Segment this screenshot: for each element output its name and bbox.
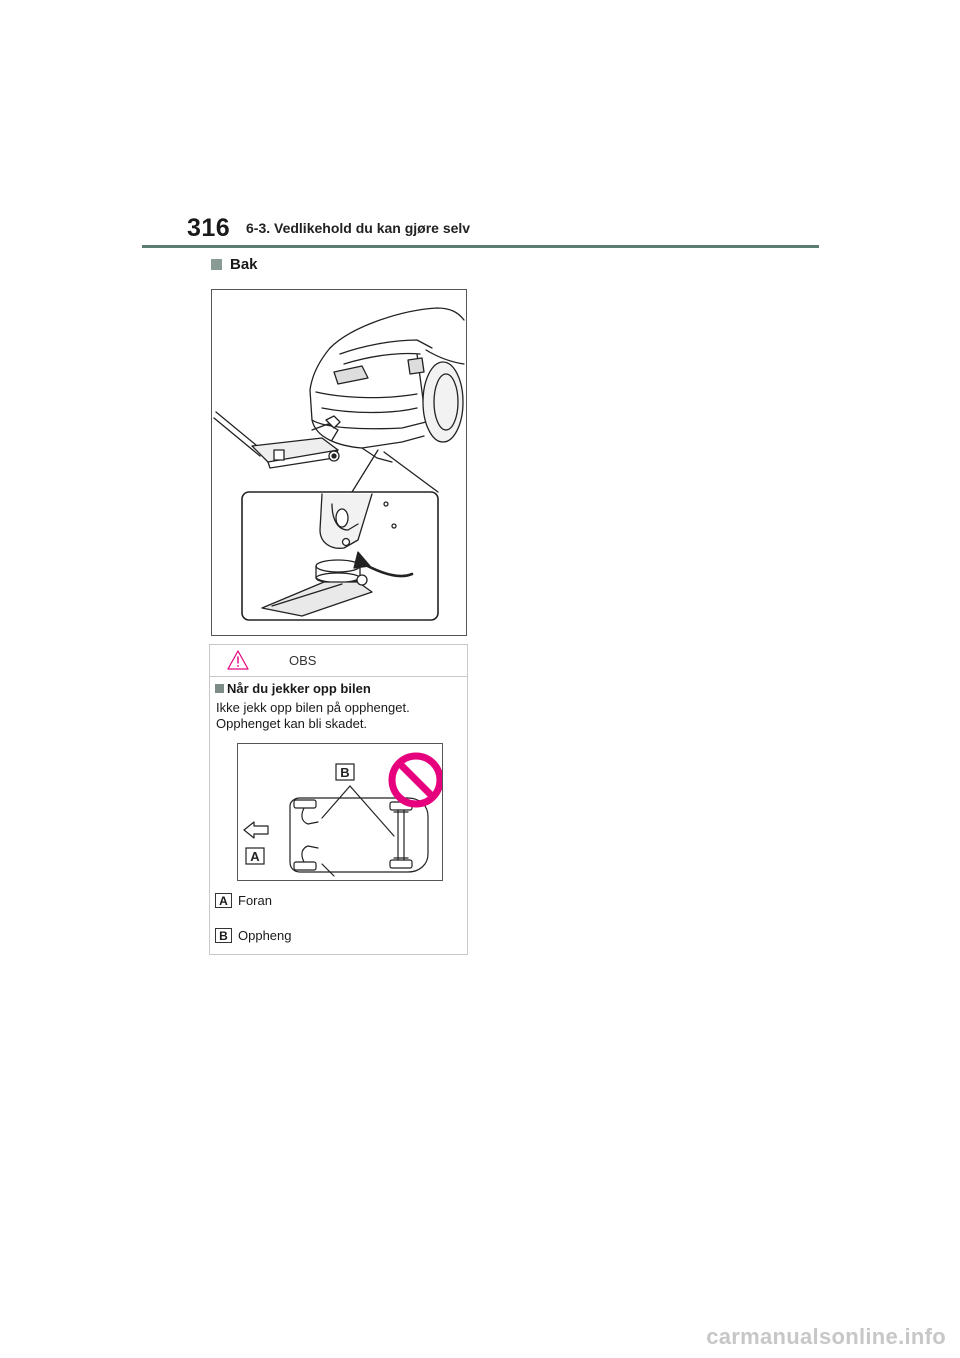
legend-item-b	[215, 928, 292, 943]
chapter-title: 6-3. Vedlikehold du kan gjøre selv	[246, 220, 471, 236]
caution-label: OBS	[289, 653, 317, 668]
rear-jack-illustration	[211, 289, 467, 636]
section-heading	[211, 256, 258, 273]
legend-letter-b: B	[215, 928, 232, 943]
prohibition-sign-icon	[392, 756, 440, 804]
car-jack-rear-illustration-icon	[212, 290, 466, 635]
legend-letter-a: A	[215, 893, 232, 908]
suspension-diagram	[237, 743, 443, 881]
caution-text-line-2: Opphenget kan bli skadet.	[216, 716, 368, 731]
legend-text-b: Oppheng	[238, 928, 292, 943]
page-number: 316	[187, 214, 231, 242]
legend-text-a: Foran	[238, 893, 272, 908]
warning-triangle-icon	[226, 649, 250, 671]
section-heading-text: Bak	[230, 256, 258, 273]
diagram-label-a: A	[250, 849, 260, 864]
caution-subheading-text: Når du jekker opp bilen	[227, 681, 371, 696]
caution-text	[216, 700, 461, 732]
square-bullet-icon	[215, 684, 224, 693]
legend-item-a	[215, 893, 272, 908]
car-topview-diagram-icon	[238, 744, 442, 880]
caution-subheading	[215, 681, 371, 696]
square-bullet-icon	[211, 259, 222, 270]
caution-notice	[209, 644, 468, 955]
watermark: carmanualsonline.info	[706, 1324, 946, 1349]
caution-header	[210, 645, 467, 677]
caution-text-line-1: Ikke jekk opp bilen på opphenget.	[216, 700, 410, 715]
front-arrow-icon	[244, 822, 268, 838]
header-divider	[142, 245, 819, 248]
diagram-label-b: B	[340, 765, 350, 780]
